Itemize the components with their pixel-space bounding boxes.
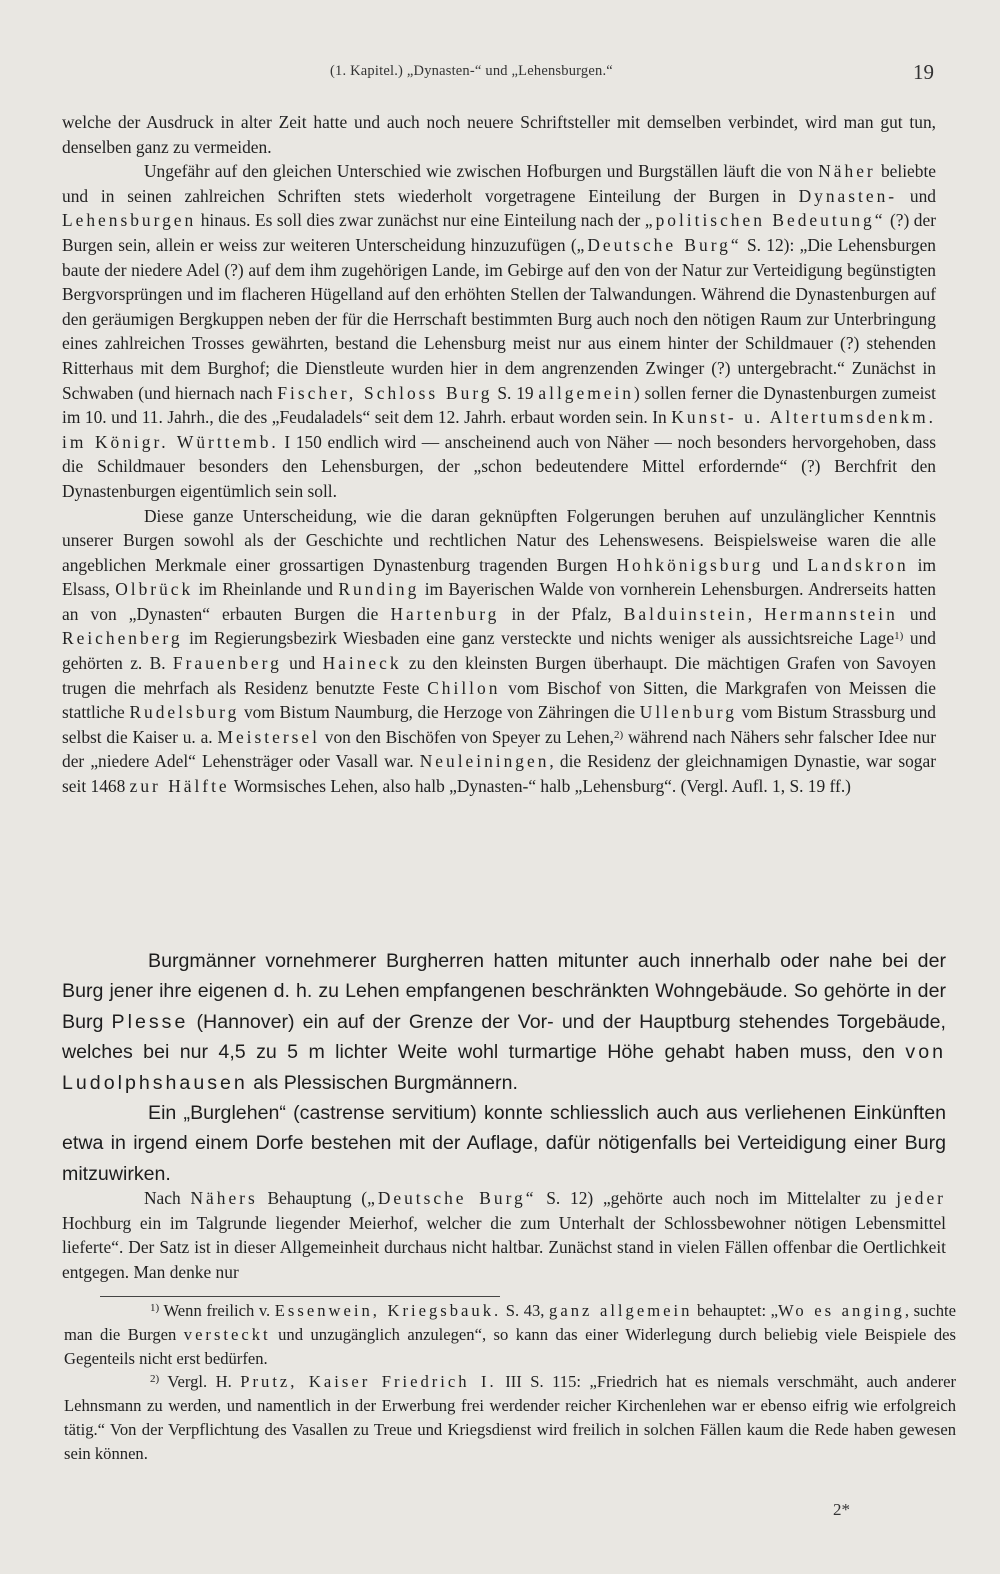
castle-name: Balduinstein [623, 603, 748, 624]
spaced-title: „Deutsche Burg“ [367, 1188, 537, 1208]
text-run: S. 12) „gehörte auch noch im Mittelalter zu [536, 1188, 897, 1208]
text-run: von den Bischöfen von Speyer zu Lehen, [319, 726, 615, 747]
spaced-term: zur Hälfte [129, 776, 230, 797]
castle-name: Ullenburg [639, 702, 737, 723]
castle-name: Neuleiningen [419, 751, 550, 772]
paragraph-4 [62, 946, 946, 1098]
castle-name: Reichenberg [62, 628, 183, 649]
text-run: ) sollen ferner die Dynastenburgen zumeist im 10. und 11. Jahrh., die des „Feudaladels“ seit dem 12. Jahrh. erbaut worden sein. In [62, 382, 936, 428]
spaced-name: Näher [818, 161, 876, 182]
castle-name: Chillon [427, 677, 501, 698]
text-run: Wormsisches Lehen, also halb „Dynasten-“ halb „Lehensburg“. (Vergl. Aufl. 1, S. 19 ff.) [229, 776, 851, 797]
spaced-title: Fischer, Schloss Burg [277, 382, 493, 403]
castle-name: Rudelsburg [129, 702, 240, 723]
castle-name: Runding [338, 579, 420, 600]
castle-name: Olbrück [115, 579, 194, 600]
text-run: im Elsass, [62, 554, 936, 600]
family-name: von Ludolphshausen [62, 1041, 946, 1094]
footnote-ref-1[interactable]: 1) [894, 630, 904, 643]
footnote-ref-2[interactable]: 2) [614, 728, 624, 741]
text-run: Wenn freilich v. [159, 1301, 275, 1320]
text-run: Vergl. H. [159, 1372, 241, 1392]
text-run: und unzugänglich anzulegen“, so kann das einer Widerlegung durch beliebig viele Beispiele des Gegenteils nicht erst bedürfen. [64, 1324, 956, 1368]
text-run: Diese ganze Unterscheidung, wie die daran geknüpften Folgerungen beruhen auf unzulänglicher Kenntnis unserer Burgen sowohl als der Geschichte und rechtlichen Natur des Lehenswesens. Beispielsweise waren die alle angeblichen Merkmale einer grossartigen Dynastenburg tragenden Burgen [62, 505, 936, 575]
text-run: und [281, 653, 323, 674]
text-run: S. 43, [501, 1301, 550, 1320]
page-number: 19 [913, 60, 934, 84]
paragraph-3 [62, 504, 936, 799]
text-run: III S. 115: „Friedrich hat es niemals verschmäht, auch anderer Lehnsmann zu werden, und namentlich in der Erwerbung frei werdender reicher Kirchenlehen war er ebenso eifrig wie erfolgreich tätig.“ Von der Verpflichtung des Vasallen zu Treue und Kriegsdienst wird freilich in solchen Fällen kaum die Rede haben gewesen sein können. [64, 1372, 957, 1463]
castle-name: Landskron [807, 554, 909, 575]
signature-mark: 2* [833, 1500, 850, 1519]
spaced-term: ganz allgemein [549, 1301, 693, 1320]
text-run: S. 19 [492, 382, 539, 403]
footnote-mark-1: 1) [150, 1302, 160, 1314]
text-run: hinaus. Es soll dies zwar zunächst nur eine Einteilung nach der [196, 210, 645, 231]
spaced-term: Wo es anging [778, 1301, 905, 1320]
text-run: Behauptung ( [257, 1188, 368, 1208]
paragraph-1: welche der Ausdruck in alter Zeit hatte und auch noch neuere Schriftsteller mit demselben verbindet, wird man gut tun, denselben ganz zu vermeiden. [62, 112, 936, 157]
text-run: , die Residenz der gleichnamigen Dynastie, war sogar seit 1468 [62, 751, 936, 797]
spaced-title: Prutz, Kaiser Friedrich I. [240, 1372, 497, 1392]
castle-name: Meistersel [217, 726, 320, 747]
running-header [0, 60, 1000, 84]
paragraph-5: Ein „Burglehen“ (castrense servitium) konnte schliesslich auch aus verliehenen Einkünften etwa in irgend einem Dorfe bestehen mit der Auflage, dafür nötigenfalls bei Verteidigung einer Burg mitzuwirken. [62, 1102, 946, 1185]
castle-name: Plesse [111, 1010, 189, 1033]
castle-name: Hohkönigsburg [616, 554, 764, 575]
text-run: beliebte und in seinen zahlreichen Schriften stets wiederholt vorgetragene Einteilung der Burgen in [62, 161, 937, 206]
castle-name: Hermannstein [764, 603, 898, 624]
text-run: , [747, 603, 765, 624]
text-run: im Rheinlande und [193, 579, 339, 600]
text-run: in der Pfalz, [499, 603, 624, 624]
text-run: Burgmänner vornehmerer Burgherren hatten mitunter auch innerhalb oder nahe bei der Burg jener ihre eigenen d. h. zu Lehen empfangenen beschränkten Wohngebäude. So gehörte in der Burg [62, 950, 946, 1033]
text-run: und [897, 185, 936, 206]
spaced-term: Dynasten- [798, 185, 898, 206]
text-run: (Hannover) ein auf der Grenze der Vor- und der Hauptburg stehendes Torgebäude, welches bei nur 4,5 zu 5 m lichter Weite wohl turmartige Höhe gehabt haben muss, den [62, 1010, 946, 1064]
castle-name: Haineck [322, 653, 402, 674]
text-run: behauptet: „ [692, 1301, 779, 1320]
text-run: und [763, 554, 808, 575]
text-run: und gehörten z. B. [62, 628, 937, 674]
spaced-term: Lehensburgen [62, 210, 197, 231]
text-run: Ungefähr auf den gleichen Unterschied wie zwischen Hofburgen und Burgställen läuft die von [144, 161, 819, 182]
text-run: S. 12): „Die Lehensburgen baute der niedere Adel (?) auf dem ihm zugehörigen Lande, im Gebirge auf den von der Natur zur Verteidigung begünstigten Bergvorsprüngen und im flacheren Hügelland auf den erhöhten Stellen der Talwandungen. Während die Dynastenburgen auf den geräumigen Bergkuppen neben der für die Herrschaft bestimmten Burg auch noch den nötigen Raum zur Unterbringung eines zahlreichen Trosses gewährten, bestand die Lehensburg meist nur aus einem hinter der Schildmauer (?) stehenden Ritterhaus mit dem Burghof; die Dienstleute wurden hier in dem angrenzenden Zwinger (?) untergebracht.“ Zunächst in Schwaben (und hiernach nach [62, 234, 936, 403]
paragraph-2 [62, 159, 936, 503]
footnote-mark-2: 2) [150, 1373, 160, 1386]
main-text [62, 110, 936, 799]
running-title: (1. Kapitel.) „Dynasten-“ und „Lehensburgen.“ [330, 63, 613, 79]
text-run: vom Bistum Naumburg, die Herzoge von Zähringen die [239, 702, 640, 723]
spaced-term: allgemein [538, 382, 634, 403]
text-run: und [897, 603, 937, 624]
spaced-term: versteckt [183, 1324, 271, 1344]
text-run: Nach [144, 1188, 191, 1208]
text-run: I 150 endlich wird — anscheinend auch von Näher — noch besonders hervorgehoben, dass die Schildmauer besonders den Lehensburgen, der „schon bedeutendere Mittel erfordernde“ (?) Berchfrit den Dynastenburgen eigentümlich sein soll. [62, 431, 937, 501]
text-run: Hochburg ein im Talgrunde liegender Meierhof, welcher die zum Unterhalt der Schlossbewohner nötigen Lebensmittel lieferte“. Der Satz ist in dieser Allgemeinheit durchaus nicht haltbar. Zunächst stand in vielen Fällen offenbar die Oertlichkeit entgegen. Man denke nur [62, 1212, 946, 1282]
spaced-title: „Deutsche Burg“ [576, 234, 742, 255]
text-run: , suchte man die Burgen [64, 1301, 956, 1344]
footnote-2 [64, 1370, 956, 1465]
spaced-title: Kunst- u. Altertumsdenkm. im Königr. Württemb. [62, 407, 936, 452]
text-run: vom Bistum Strassburg und selbst die Kaiser u. a. [62, 702, 936, 747]
spaced-name: Nähers [190, 1188, 258, 1208]
spaced-term: „politischen Bedeutung“ [644, 210, 886, 231]
main-text-continued [62, 1186, 946, 1284]
text-run: während nach Nähers sehr falscher Idee nur der „niedere Adel“ Lehensträger oder Vasall war. [62, 726, 937, 772]
inserted-text-block [62, 946, 946, 1189]
text-run: im Bayerischen Walde von vornherein Lehensburgen. Andrerseits hatten an von „Dynasten“ erbauten Burgen die [62, 579, 936, 624]
text-run: im Regierungsbezirk Wiesbaden eine ganz versteckte und nichts weniger als aussichtsreiche Lage [182, 628, 895, 649]
spaced-title: Essenwein, Kriegsbauk. [274, 1301, 502, 1320]
footnote-divider [100, 1296, 500, 1297]
text-run: (?) der Burgen sein, allein er weiss zur weiteren Unterscheidung hinzuzufügen ( [62, 210, 936, 255]
text-run: zu den kleinsten Burgen überhaupt. Die mächtigen Grafen von Savoyen trugen die mehrfach als Residenz benutzte Feste [62, 653, 936, 698]
spaced-term: jeder [896, 1188, 946, 1208]
text-run: als Plessischen Burgmännern. [247, 1071, 518, 1094]
footnote-1 [64, 1299, 956, 1370]
paragraph-6 [62, 1186, 946, 1284]
text-run: vom Bischof von Sitten, die Markgrafen von Meissen die stattliche [62, 677, 936, 723]
castle-name: Frauenberg [172, 653, 282, 674]
footnotes [64, 1299, 956, 1466]
castle-name: Hartenburg [390, 603, 500, 624]
